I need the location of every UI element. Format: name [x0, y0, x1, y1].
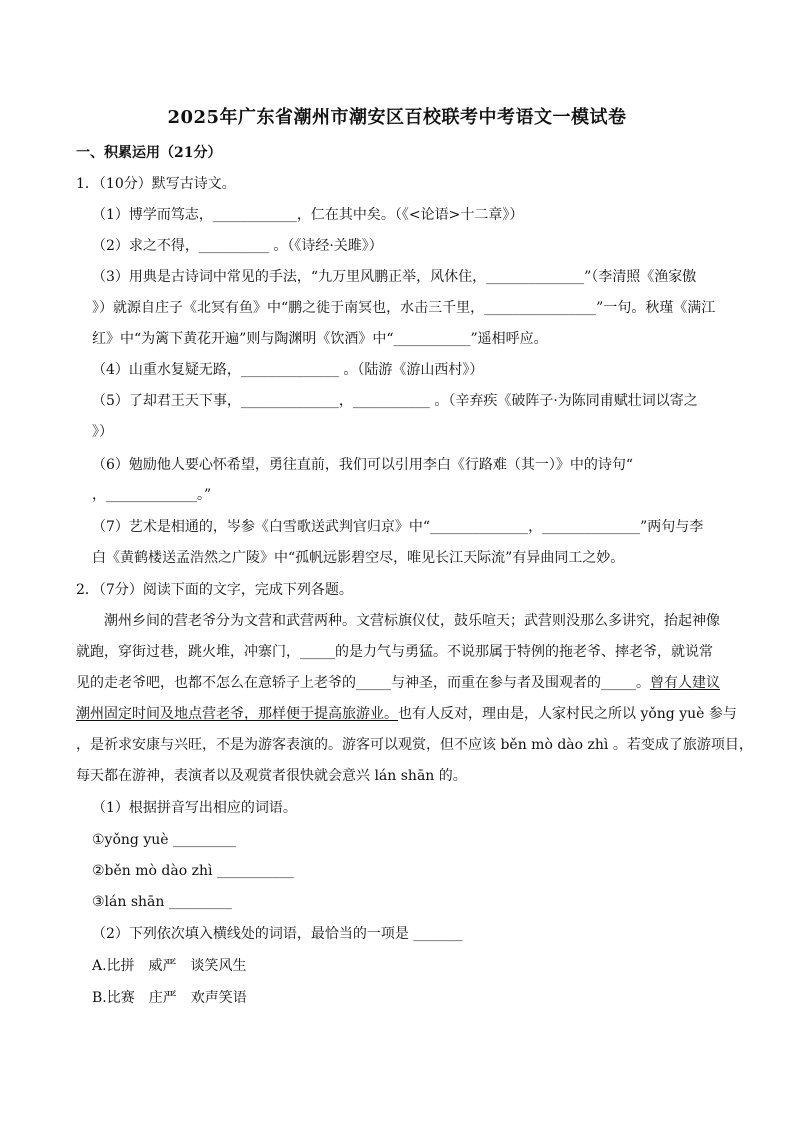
passage-line-3: [76, 673, 720, 693]
question-1-item-5-line-2: 》）: [92, 424, 113, 440]
pinyin-item-3: ③lán shān _________: [92, 894, 232, 910]
question-1-item-6-line-1: （6）勉励他人要心怀希望，勇往直前，我们可以引用李白《行路难（其一）》中的诗句“: [92, 457, 634, 473]
passage-line-5: ，是祈求安康与兴旺，不是为游客表演的。游客可以观赏，但不应该 běn mò dào zhì 。若变成了旅游项目，: [76, 737, 753, 753]
question-1-item-4: （4）山重水复疑无路，______________ 。（陆游《游山西村》）: [92, 362, 484, 378]
question-1-item-2: （2）求之不得，__________ 。（《诗经·关雎》）: [92, 238, 383, 254]
question-1-item-3-line-3: 红》中“为篱下黄花开遍”则与陶渊明《饮酒》中“___________”遥相呼应。: [92, 331, 548, 347]
passage-line-1: 潮州乡间的营老爷分为文营和武营两种。文营标旗仪仗，鼓乐喧天；武营则没那么多讲究，抬起神像: [104, 613, 720, 629]
option-b: B.比赛 庄严 欢声笑语: [92, 990, 247, 1006]
passage-line-3-underlined: 曾有人建议: [650, 675, 720, 691]
pinyin-item-1: ①yǒng yuè _________: [92, 832, 236, 848]
passage-underlined-sentence: 潮州固定时间及地点营老爷，那样便于提高旅游业。: [76, 706, 398, 722]
passage-line-6: 每天都在游神，表演者以及观赏者很快就会意兴 lán shān 的。: [76, 768, 467, 784]
sub-question-1: （1）根据拼音写出相应的词语。: [92, 800, 297, 816]
sub-question-2: （2）下列依次填入横线处的词语，最恰当的一项是 _______: [92, 926, 463, 942]
question-1-heading: 1．（10分）默写古诗文。: [76, 176, 236, 192]
passage-line-2: 就跑，穿街过巷，跳火堆，冲寨门，_____的是力气与勇猛。不说那属于特例的拖老爷、摔老爷，就说常: [76, 644, 713, 660]
question-1-item-7-line-1: （7）艺术是相通的，岑参《白雪歌送武判官归京》中“______________，______________”两句与李: [92, 519, 704, 535]
section-heading: 一、积累运用（21分）: [76, 145, 222, 161]
question-1-item-1: （1）博学而笃志，____________，仁在其中矣。（《<论语>十二章》）: [92, 207, 524, 223]
question-2-heading: 2．（7分）阅读下面的文字，完成下列各题。: [76, 582, 353, 598]
passage-line-4-text: 也有人反对，理由是，人家村民之所以 yǒng yuè 参与: [398, 706, 737, 722]
question-1-item-5-line-1: （5）了却君王天下事，______________，___________ 。（辛弃疾《破阵子·为陈同甫赋壮词以寄之: [92, 393, 698, 409]
page-title: 2025年广东省潮州市潮安区百校联考中考语文一模试卷: [167, 107, 627, 128]
pinyin-item-2: ②běn mò dào zhì ___________: [92, 863, 294, 879]
passage-line-4: [76, 704, 737, 724]
passage-line-3-text: 见的走老爷吧，也都不怎么在意轿子上老爷的_____与神圣，而重在参与者及围观者的_____。: [76, 675, 650, 691]
question-1-item-7-line-2: 白《黄鹤楼送孟浩然之广陵》中“孤帆远影碧空尽，唯见长江天际流”有异曲同工之妙。: [92, 550, 625, 566]
option-a: A.比拼 威严 谈笑风生: [92, 958, 247, 974]
question-1-item-3-line-2: 》）就源自庄子《北冥有鱼》中“鹏之徙于南冥也，水击三千里，________________”一句。秋瑾《满江: [92, 300, 716, 316]
question-1-item-6-line-2: ，_____________。”: [92, 487, 212, 503]
question-1-item-3-line-1: （3）用典是古诗词中常见的手法，“九万里风鹏正举，风休住，______________”（李清照《渔家傲: [92, 269, 697, 285]
